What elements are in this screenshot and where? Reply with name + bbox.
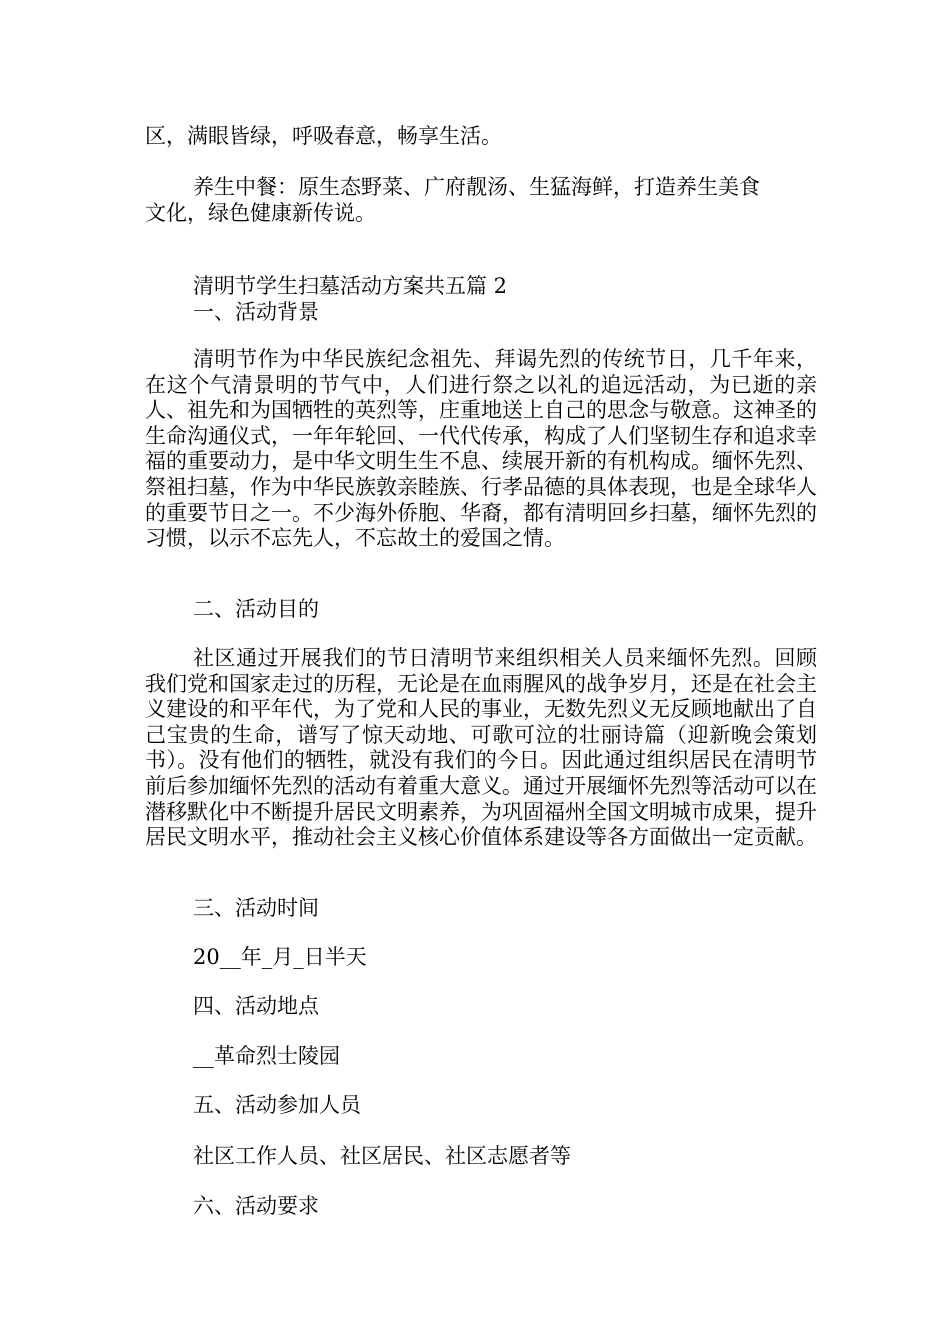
section1-heading: 一、活动背景 [193,300,319,324]
intro-tail-text: 区，满眼皆绿，呼吸春意，畅享生活。 [145,124,502,148]
section3-heading: 三、活动时间 [193,896,319,920]
lunch-text-line2: 文化，绿色健康新传说。 [145,201,376,225]
lunch-text-line1: 养生中餐：原生态野菜、广府靓汤、生猛海鲜，打造养生美食 [193,175,760,199]
section6-heading: 六、活动要求 [193,1194,319,1218]
section2-heading: 二、活动目的 [193,597,319,621]
section2-paragraph: 社区通过开展我们的节日清明节来组织相关人员来缅怀先烈。回顾我们党和国家走过的历程，无论是在血雨腥风的战争岁月，还是在社会主义建设的和平年代，为了党和人民的事业，无数先烈义无反顾地献出了自己宝贵的生命，谱写了惊天动地、可歌可泣的壮丽诗篇（迎新晚会策划书）。没有他们的牺牲，就没有我们的今日。因此通过组织居民在清明节前后参加缅怀先烈的活动有着重大意义。通过开展缅怀先烈等活动可以在潜移默化中不断提升居民文明素养，为巩固福州全国文明城市成果，提升居民文明水平，推动社会主义核心价值体系建设等各方面做出一定贡献。 [145,646,817,850]
article-title: 清明节学生扫墓活动方案共五篇 2 [193,274,508,298]
section4-text: __革命烈士陵园 [193,1044,340,1068]
section5-heading: 五、活动参加人员 [193,1093,361,1117]
section3-text: 20__年_月_日半天 [193,945,367,969]
section5-text: 社区工作人员、社区居民、社区志愿者等 [193,1144,571,1168]
section4-heading: 四、活动地点 [193,994,319,1018]
section1-paragraph: 清明节作为中华民族纪念祖先、拜谒先烈的传统节日，几千年来，在这个气清景明的节气中，人们进行祭之以礼的追远活动，为已逝的亲人、祖先和为国牺牲的英烈等，庄重地送上自己的思念与敬意。这神圣的生命沟通仪式，一年年轮回、一代代传承，构成了人们坚韧生存和追求幸福的重要动力，是中华文明生生不息、续展开新的有机构成。缅怀先烈、祭祖扫墓，作为中华民族敦亲睦族、行孝品德的具体表现，也是全球华人的重要节日之一。不少海外侨胞、华裔，都有清明回乡扫墓，缅怀先烈的习惯，以示不忘先人，不忘故土的爱国之情。 [145,347,817,551]
